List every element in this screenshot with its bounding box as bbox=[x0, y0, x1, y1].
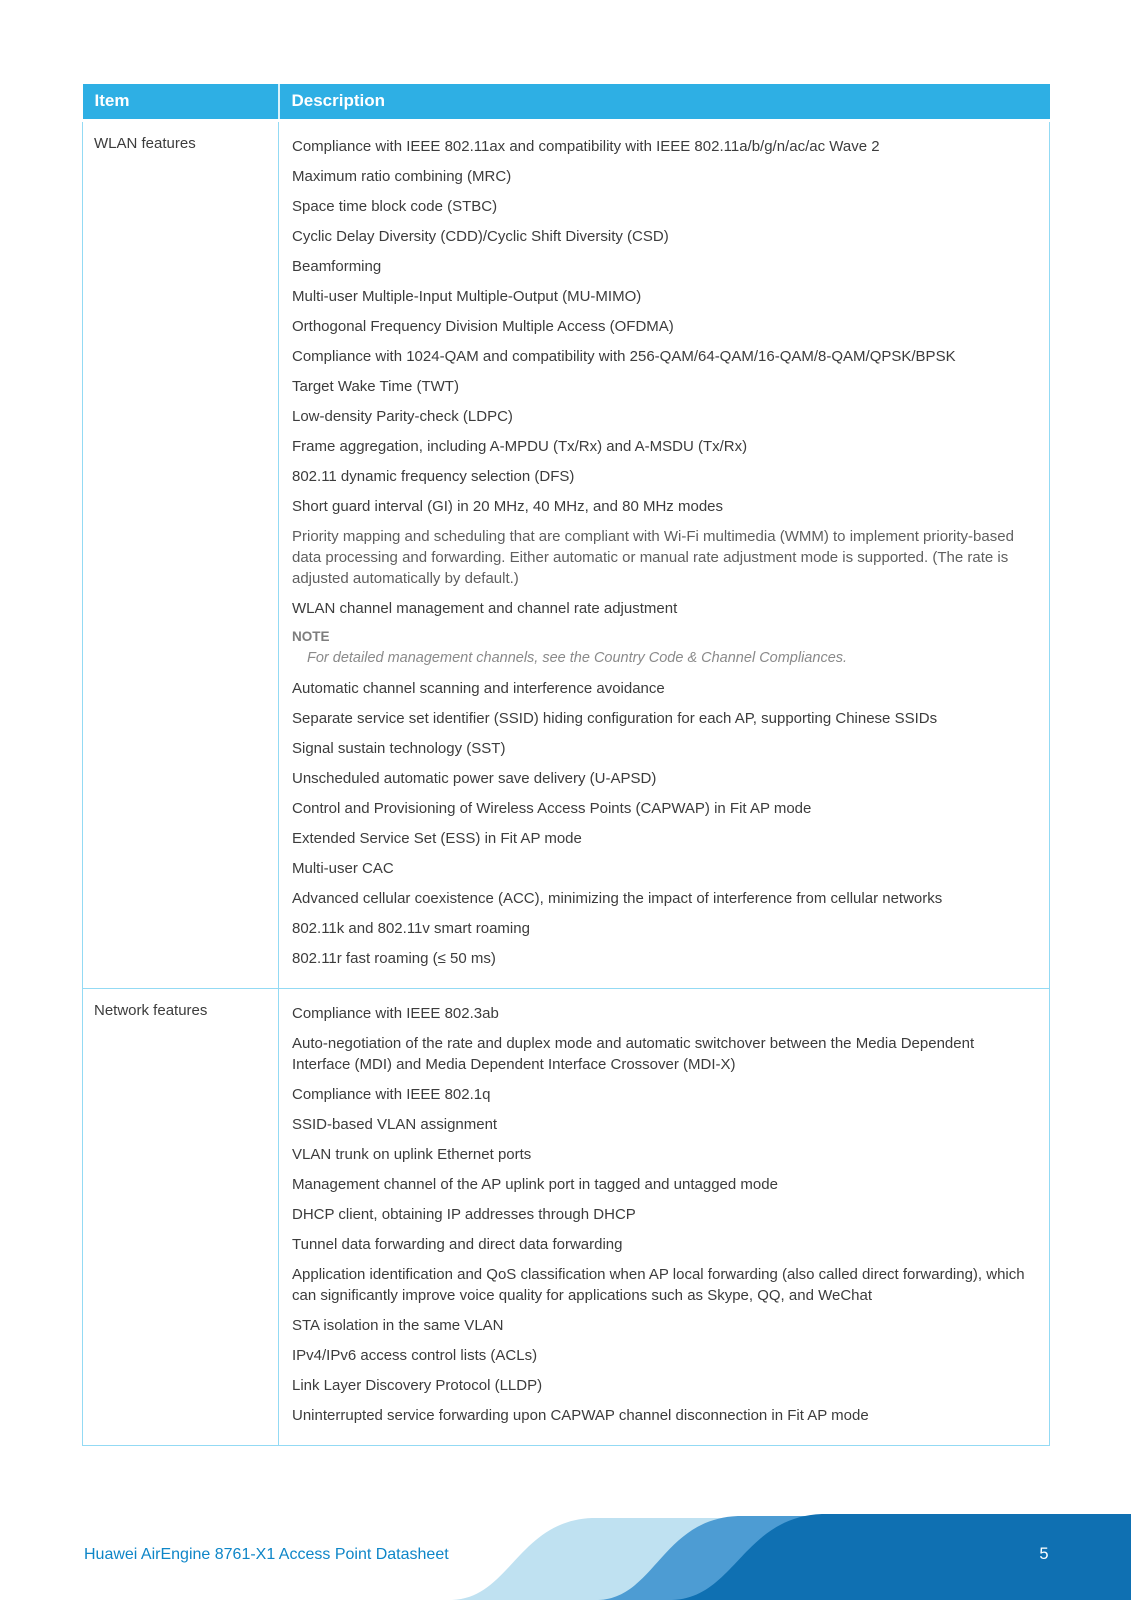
feature-text: Low-density Parity-check (LDPC) bbox=[292, 408, 513, 425]
feature-text: Uninterrupted service forwarding upon CAPWAP channel disconnection in Fit AP mode bbox=[292, 1407, 869, 1424]
feature-text: Compliance with 1024-QAM and compatibility with 256-QAM/64-QAM/16-QAM/8-QAM/QPSK/BPSK bbox=[292, 348, 956, 365]
feature-text: SSID-based VLAN assignment bbox=[292, 1116, 498, 1133]
table-row bbox=[83, 121, 1050, 989]
feature-text: Cyclic Delay Diversity (CDD)/Cyclic Shift Diversity (CSD) bbox=[292, 228, 669, 245]
column-header-item: Item bbox=[83, 84, 279, 121]
feature-text: 802.11k and 802.11v smart roaming bbox=[292, 920, 530, 937]
feature-text: Target Wake Time (TWT) bbox=[292, 378, 459, 395]
feature-text: Signal sustain technology (SST) bbox=[292, 740, 506, 757]
page-number: 5 bbox=[1039, 1545, 1049, 1563]
feature-text: IPv4/IPv6 access control lists (ACLs) bbox=[292, 1347, 538, 1364]
feature-text: Link Layer Discovery Protocol (LLDP) bbox=[292, 1377, 543, 1394]
features-table bbox=[82, 84, 1050, 1446]
feature-text: Control and Provisioning of Wireless Access Points (CAPWAP) in Fit AP mode bbox=[292, 800, 812, 817]
description-cell bbox=[279, 121, 1050, 989]
feature-text: Frame aggregation, including A-MPDU (Tx/Rx) and A-MSDU (Tx/Rx) bbox=[292, 438, 748, 455]
feature-text: VLAN trunk on uplink Ethernet ports bbox=[292, 1146, 532, 1163]
feature-text: Tunnel data forwarding and direct data forwarding bbox=[292, 1236, 623, 1253]
item-cell: Network features bbox=[83, 989, 279, 1446]
feature-text: Separate service set identifier (SSID) hiding configuration for each AP, supporting Chinese SSIDs bbox=[292, 710, 938, 727]
feature-text: Multi-user CAC bbox=[292, 860, 394, 877]
feature-text: Compliance with IEEE 802.1q bbox=[292, 1086, 491, 1103]
footer-document-title: Huawei AirEngine 8761-X1 Access Point Datasheet bbox=[84, 1546, 449, 1563]
feature-text: Short guard interval (GI) in 20 MHz, 40 MHz, and 80 MHz modes bbox=[292, 498, 724, 515]
column-header-description: Description bbox=[279, 84, 1050, 121]
feature-text: Beamforming bbox=[292, 258, 382, 275]
feature-text: 802.11 dynamic frequency selection (DFS) bbox=[292, 468, 575, 485]
description-cell bbox=[279, 989, 1050, 1446]
feature-text: Space time block code (STBC) bbox=[292, 198, 498, 215]
feature-text: Advanced cellular coexistence (ACC), minimizing the impact of interference from cellular networks bbox=[292, 890, 943, 907]
table-body bbox=[83, 121, 1050, 1446]
feature-text: STA isolation in the same VLAN bbox=[292, 1317, 504, 1334]
feature-text: Auto-negotiation of the rate and duplex mode and automatic switchover between the Media Dependent Interface (MDI) and Media Dependent Interface Crossover (MDI-X) bbox=[292, 1035, 975, 1073]
note-title: NOTE bbox=[292, 629, 330, 644]
feature-text: Extended Service Set (ESS) in Fit AP mode bbox=[292, 830, 582, 847]
feature-text: 802.11r fast roaming (≤ 50 ms) bbox=[292, 950, 496, 967]
feature-text: Maximum ratio combining (MRC) bbox=[292, 168, 512, 185]
feature-text: Management channel of the AP uplink port in tagged and untagged mode bbox=[292, 1176, 778, 1193]
feature-text: Multi-user Multiple-Input Multiple-Output (MU-MIMO) bbox=[292, 288, 642, 305]
feature-text: Priority mapping and scheduling that are compliant with Wi-Fi multimedia (WMM) to implement priority-based data processing and forwarding. Either automatic or manual rate adjustment mode is supported. (The rate is adjusted automatically by default.) bbox=[292, 528, 1014, 587]
feature-text: Automatic channel scanning and interference avoidance bbox=[292, 680, 665, 697]
table-row bbox=[83, 989, 1050, 1446]
note-text: For detailed management channels, see the Country Code & Channel Compliances. bbox=[307, 650, 848, 666]
feature-text: Unscheduled automatic power save delivery (U-APSD) bbox=[292, 770, 657, 787]
feature-text: WLAN channel management and channel rate adjustment bbox=[292, 600, 678, 617]
feature-text: DHCP client, obtaining IP addresses through DHCP bbox=[292, 1206, 636, 1223]
item-cell: WLAN features bbox=[83, 121, 279, 989]
feature-text: Application identification and QoS classification when AP local forwarding (also called direct forwarding), which can significantly improve voice quality for applications such as Skype, QQ, and WeChat bbox=[292, 1266, 1025, 1304]
feature-text: Orthogonal Frequency Division Multiple Access (OFDMA) bbox=[292, 318, 674, 335]
feature-text: Compliance with IEEE 802.11ax and compatibility with IEEE 802.11a/b/g/n/ac/ac Wave 2 bbox=[292, 138, 880, 155]
table-header-row bbox=[83, 84, 1050, 121]
feature-text: Compliance with IEEE 802.3ab bbox=[292, 1005, 499, 1022]
